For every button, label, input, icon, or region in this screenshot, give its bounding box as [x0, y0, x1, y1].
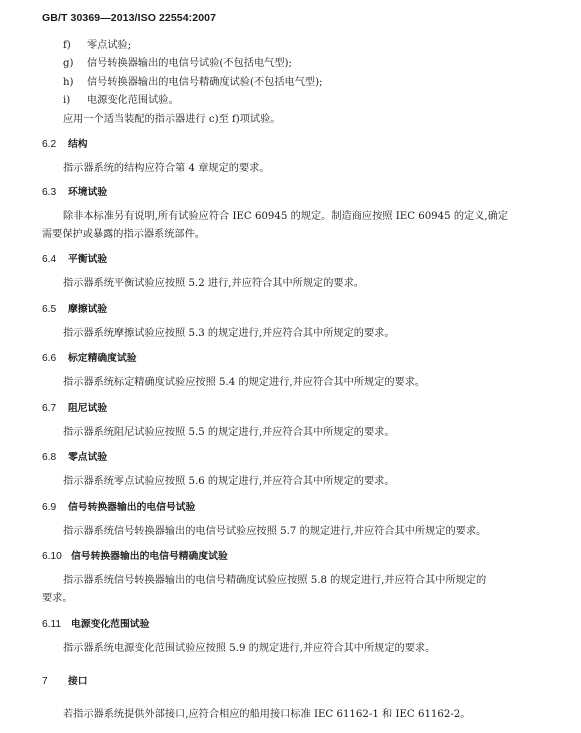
- body-line: 除非本标准另有说明,所有试验应符合 IEC 60945 的规定。制造商应按照 IEC 60945 的定义,确定: [63, 211, 509, 222]
- section-title: 平衡试验: [68, 254, 108, 265]
- section-body-6-5: [63, 325, 533, 343]
- body-line: 指示器系统电源变化范围试验应按照 5.9 的规定进行,并应符合其中所规定的要求。: [63, 643, 436, 654]
- standard-header: GB/T 30369—2013/ISO 22554:2007: [42, 12, 217, 24]
- section-heading-6-2: [42, 136, 88, 150]
- section-number: 6.10: [42, 551, 62, 562]
- section-heading-6-4: [42, 251, 107, 265]
- section-number: 6.8: [42, 452, 57, 463]
- body-line: 指示器系统信号转换器输出的电信号精确度试验应按照 5.8 的规定进行,并应符合其中所规定的: [63, 575, 487, 586]
- section-body-6-4: [63, 275, 533, 293]
- section-number: 6.7: [42, 403, 57, 414]
- section-heading-6-11: [42, 616, 149, 630]
- body-line: 指示器系统阻尼试验应按照 5.5 的规定进行,并应符合其中所规定的要求。: [63, 427, 395, 438]
- body-line: 若指示器系统提供外部接口,应符合相应的船用接口标准 IEC 61162-1 和 IEC 61162-2。: [63, 709, 471, 720]
- section-title: 零点试验: [68, 452, 108, 463]
- list-text: 零点试验;: [87, 40, 132, 51]
- section-heading-6-9: [42, 499, 195, 513]
- section-body-6-7: [63, 424, 533, 442]
- list-marker: h): [63, 76, 74, 88]
- section-body-6-11: [63, 640, 533, 658]
- section-body-6-8: [63, 473, 533, 491]
- section-title: 阻尼试验: [68, 403, 108, 414]
- list-marker: f): [63, 40, 71, 51]
- list-item-g: [63, 55, 323, 73]
- section-heading-6-5: [42, 301, 107, 315]
- body-line-continued: 需要保护或暴露的指示器系统部件。: [42, 229, 205, 241]
- section-title: 摩擦试验: [68, 304, 108, 315]
- section-body-7: [63, 706, 533, 724]
- list-text: 电源变化范围试验。: [87, 95, 179, 107]
- list-item-f: [63, 37, 323, 55]
- section-title: 标定精确度试验: [68, 353, 137, 364]
- section-title: 信号转换器输出的电信号精确度试验: [71, 551, 228, 562]
- section-number: 7: [42, 676, 48, 687]
- section-body-6-9: [63, 523, 533, 541]
- section-body-6-6: [63, 374, 533, 392]
- section-title: 结构: [68, 139, 88, 150]
- body-line: 指示器系统的结构应符合第 4 章规定的要求。: [63, 163, 270, 174]
- section-body-6-10: [42, 572, 533, 609]
- section-body-6-2: [63, 160, 533, 178]
- list-marker: i): [63, 95, 71, 107]
- list-marker: g): [63, 58, 74, 70]
- section-body-6-3: [42, 208, 533, 245]
- section-number: 6.3: [42, 187, 57, 198]
- body-line: 指示器系统摩擦试验应按照 5.3 的规定进行,并应符合其中所规定的要求。: [63, 328, 395, 339]
- section-number: 6.2: [42, 139, 57, 150]
- section-heading-6-10: [42, 548, 228, 562]
- list-item-i: [63, 92, 323, 110]
- section-heading-6-7: [42, 400, 107, 414]
- body-line: 指示器系统平衡试验应按照 5.2 进行,并应符合其中所规定的要求。: [63, 278, 364, 289]
- section-number: 6.11: [42, 619, 62, 630]
- list-item-h: [63, 74, 323, 92]
- section-title: 接口: [68, 676, 88, 687]
- body-line: 指示器系统零点试验应按照 5.6 的规定进行,并应符合其中所规定的要求。: [63, 476, 395, 487]
- section-heading-7: [42, 673, 88, 687]
- section-title: 环境试验: [68, 187, 108, 198]
- list-text: 信号转换器输出的电信号精确度试验(不包括电气型);: [87, 76, 323, 88]
- section-number: 6.6: [42, 353, 57, 364]
- list-note: 应用一个适当装配的指示器进行 c)至 f)项试验。: [63, 113, 281, 125]
- list-text: 信号转换器输出的电信号试验(不包括电气型);: [87, 58, 292, 70]
- section-number: 6.4: [42, 254, 57, 265]
- section-title: 信号转换器输出的电信号试验: [68, 502, 196, 513]
- section-number: 6.5: [42, 304, 57, 315]
- section-title: 电源变化范围试验: [71, 619, 150, 630]
- body-line: 指示器系统标定精确度试验应按照 5.4 的规定进行,并应符合其中所规定的要求。: [63, 377, 426, 388]
- section-heading-6-6: [42, 350, 137, 364]
- test-item-list: [63, 37, 323, 129]
- section-number: 6.9: [42, 502, 57, 513]
- body-line: 指示器系统信号转换器输出的电信号试验应按照 5.7 的规定进行,并应符合其中所规定的要求。: [63, 526, 487, 537]
- body-line-continued: 要求。: [42, 593, 73, 605]
- section-heading-6-3: [42, 184, 107, 198]
- section-heading-6-8: [42, 449, 107, 463]
